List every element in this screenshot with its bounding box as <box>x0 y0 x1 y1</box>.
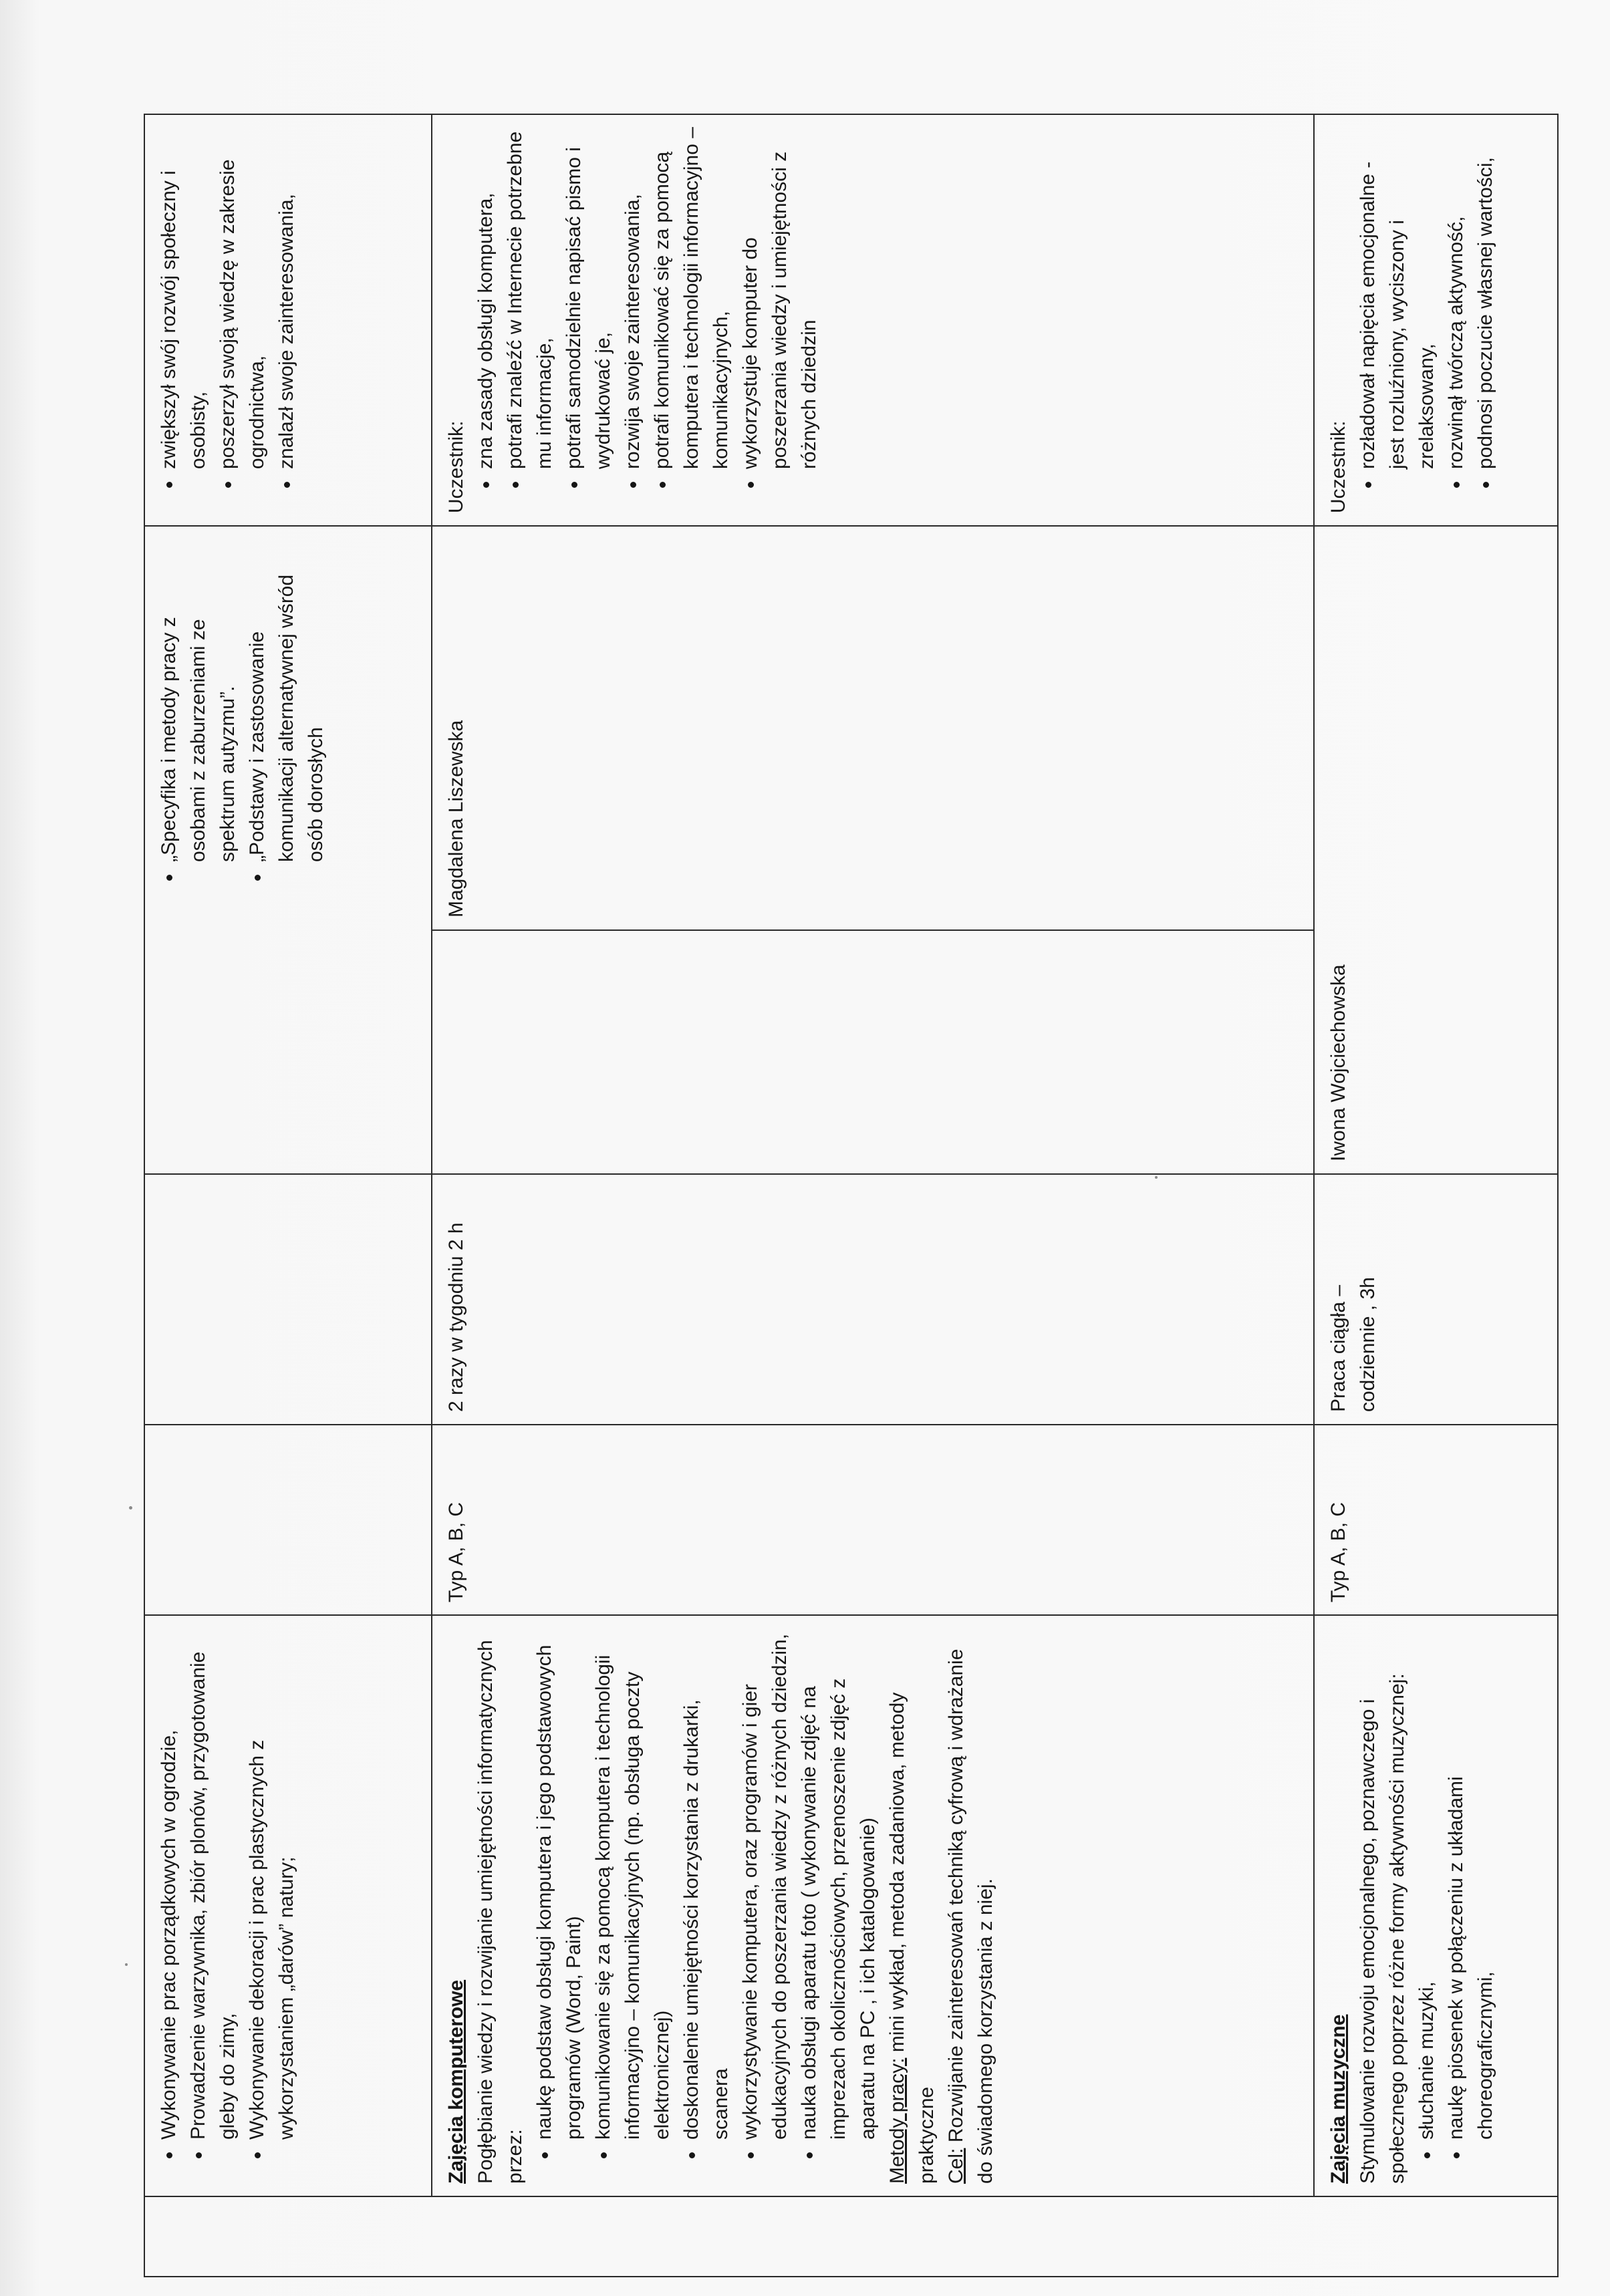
outcome-list <box>471 127 824 513</box>
scan-speck <box>125 1963 128 1966</box>
outcome-list <box>154 127 301 513</box>
methods-label: Metody pracy: <box>886 2057 908 2184</box>
list-item: • Prowadzenie warzywnika, zbiór plonów, przygotowanie gleby do zimy, <box>184 1628 243 2142</box>
list-item: • naukę piosenek w połączeniu z układami choreograficznymi, <box>1442 1628 1500 2142</box>
list-item: • „Specyfika i metody pracy z osobami z zaburzeniami ze spektrum autyzmu”. <box>154 539 243 865</box>
list-item: • komunikowanie się za pomocą komputera i technologii informacyjno – komunikacyjnych (np. obsługa poczty elektronicznej) <box>589 1628 677 2142</box>
list-item: • wykorzystywanie komputera, oraz programów i gier edukacyjnych do poszerzania wiedzy z różnych dziedzin, <box>736 1628 795 2142</box>
table-row-music <box>1314 114 1558 2277</box>
cell-empty <box>432 930 1314 1174</box>
cell-type: Typ A, B, C <box>1314 1425 1558 1615</box>
methods-value: mini wykład, metoda zadaniowa, metody praktyczne <box>886 1692 938 2184</box>
list-item: • rozwija swoje zainteresowania, <box>618 127 648 472</box>
cell-time: Praca ciągła – codziennie , 3h <box>1314 1174 1558 1425</box>
cell-person: Iwona Wojciechowska <box>1314 526 1558 1174</box>
goal-value: Rozwijanie zainteresowań techniką cyfrową i wdrażanie do świadomego korzystania z niej. <box>945 1648 996 2184</box>
list-item: • zna zasady obsługi komputera, <box>471 127 501 472</box>
rotated-table-container <box>144 115 1557 2277</box>
list-item: • rozwinął twórczą aktywność, <box>1442 127 1471 472</box>
cell-type: Typ A, B, C <box>432 1425 1314 1615</box>
cell-outcomes <box>1314 114 1558 526</box>
cell-outcomes <box>432 114 1314 526</box>
cell-time: 2 razy w tygodniu 2 h <box>432 1174 1314 1425</box>
training-list <box>154 539 331 906</box>
goal-text <box>942 1628 1000 2184</box>
list-item: • wykorzystuje komputer do poszerzania wiedzy i umiejętności z różnych dziedzin <box>736 127 824 472</box>
methods-text <box>883 1628 942 2184</box>
list-item: • naukę podstaw obsługi komputera i jego podstawowych programów (Word, Paint) <box>530 1628 589 2142</box>
list-item: • rozładował napięcia emocjonalne - jest rozluźniony, wyciszony i zrelaksowany, <box>1353 127 1442 472</box>
section-intro: Pogłębianie wiedzy i rozwijanie umiejętności informatycznych przez: <box>475 1640 526 2184</box>
cell-training <box>144 526 432 1174</box>
scan-speck <box>129 1506 132 1510</box>
list-item: • Wykonywanie dekoracji i prac plastycznych z wykorzystaniem „darów” natury; <box>243 1628 301 2142</box>
cell-activities <box>432 1615 1314 2196</box>
section-title: Zajęcia muzyczne <box>1327 2014 1349 2184</box>
program-table <box>144 114 1559 2277</box>
table-row-gardening <box>144 114 432 2277</box>
activity-list <box>530 1628 883 2184</box>
cell-activities <box>1314 1615 1558 2196</box>
list-item: • zwiększył swój rozwój społeczny i osobisty, <box>154 127 213 472</box>
outcome-label: Uczestnik: <box>445 420 467 513</box>
cell-person: Magdalena Liszewska <box>432 526 1314 930</box>
table-row-computer <box>432 114 1314 2277</box>
cell-type <box>144 1425 432 1615</box>
outcome-label: Uczestnik: <box>1327 420 1349 513</box>
cell-empty-index <box>144 2196 1558 2277</box>
activity-list <box>154 1628 301 2184</box>
goal-label: Cel: <box>945 2148 967 2184</box>
list-item: • znalazł swoje zainteresowania, <box>272 127 301 472</box>
section-intro: Stymulowanie rozwoju emocjonalnego, poznawczego i społecznego poprzez różne formy aktywności muzycznej: <box>1357 1673 1408 2184</box>
list-item: • doskonalenie umiejętności korzystania z drukarki, scanera <box>677 1628 736 2142</box>
list-item: • Wykonywanie prac porządkowych w ogrodzie, <box>154 1628 184 2142</box>
outcome-list <box>1353 127 1500 513</box>
list-item: • potrafi komunikować się za pomocą komputera i technologii informacyjno – komunikacyjnych, <box>648 127 736 472</box>
list-item: • potrafi samodzielnie napisać pismo i wydrukować je, <box>559 127 618 472</box>
activity-list <box>1412 1628 1500 2184</box>
section-title: Zajęcia komputerowe <box>445 1979 467 2184</box>
list-item: • podnosi poczucie własnej wartości, <box>1471 127 1500 472</box>
list-item: • nauka obsługi aparatu foto ( wykonywanie zdjęć na imprezach okolicznościowych, przenoszenie zdjęć z aparatu na PC , i ich katalogowanie) <box>795 1628 883 2142</box>
cell-time <box>144 1174 432 1425</box>
cell-activities <box>144 1615 432 2196</box>
list-item: • „Podstawy i zastosowanie komunikacji alternatywnej wśród osób dorosłych <box>243 539 331 865</box>
list-item: • poszerzył swoją wiedzę w zakresie ogrodnictwa, <box>213 127 272 472</box>
list-item: • potrafi znaleźć w Internecie potrzebne mu informacje, <box>501 127 559 472</box>
cell-outcomes <box>144 114 432 526</box>
list-item: • słuchanie muzyki, <box>1412 1628 1442 2142</box>
